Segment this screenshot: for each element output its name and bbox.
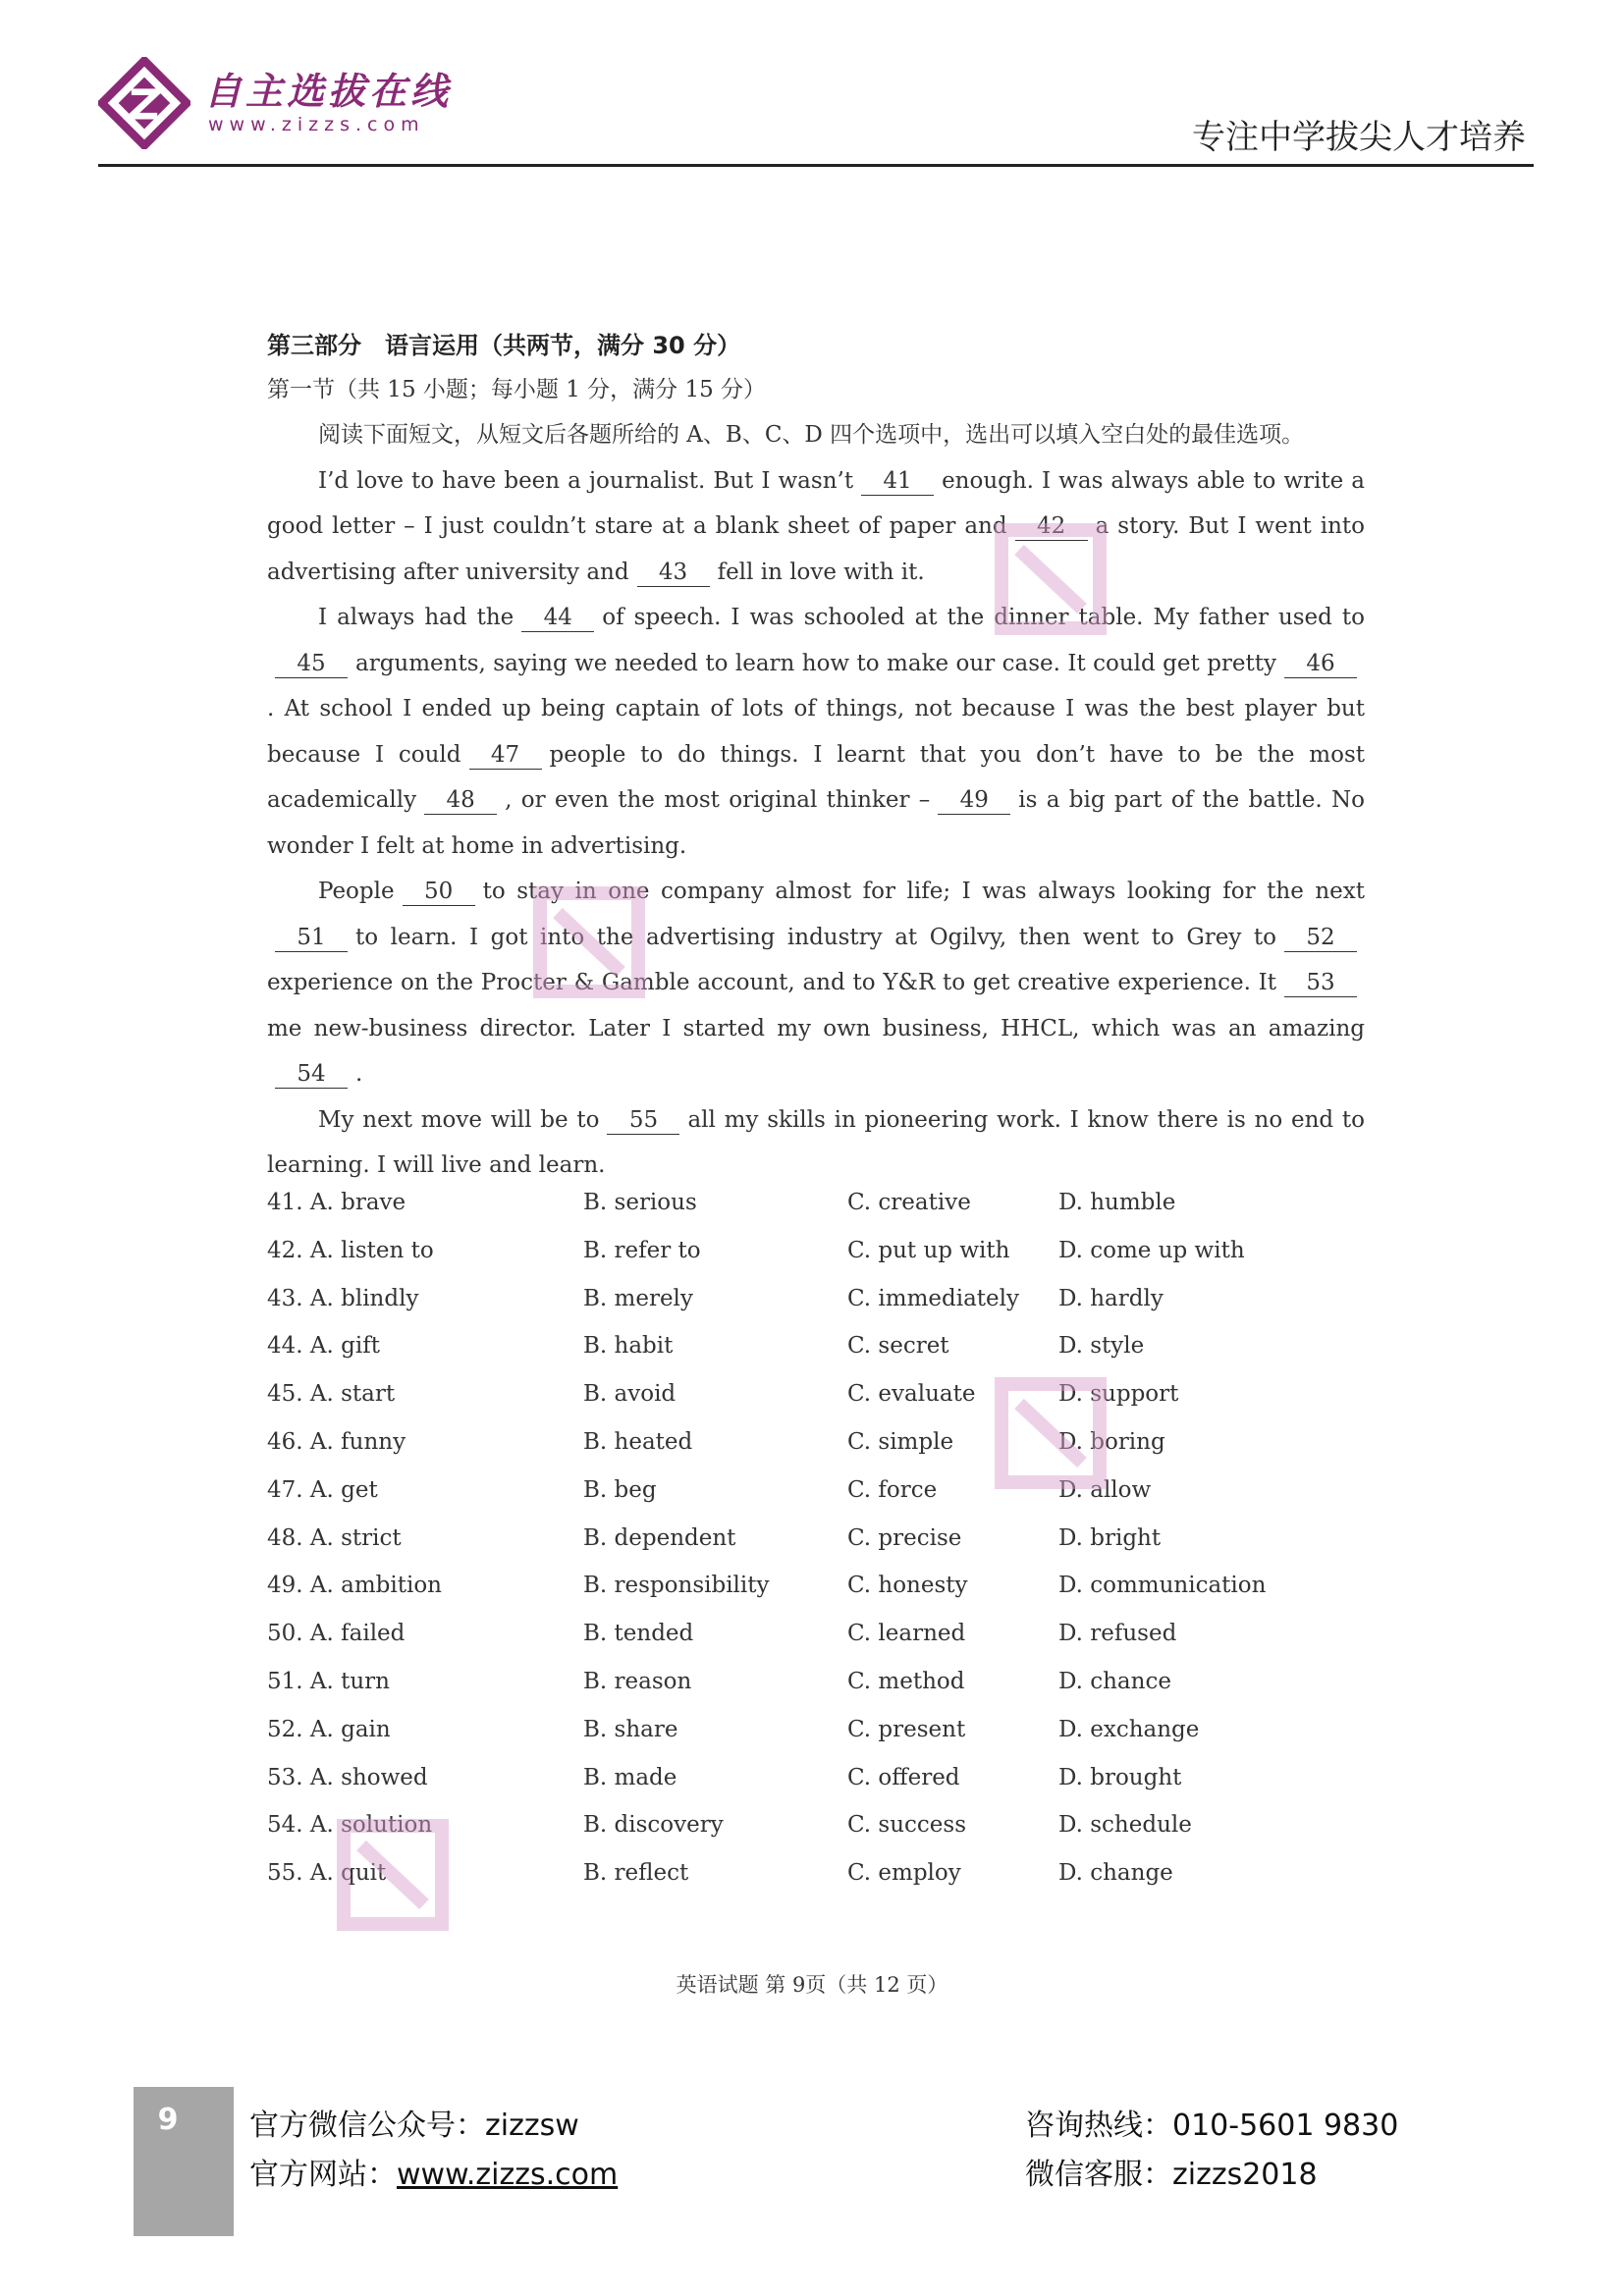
option-c: C. put up with <box>847 1237 1010 1263</box>
option-row-55 <box>267 1860 1377 1908</box>
blank-53: 53 <box>1284 969 1357 997</box>
option-b: B. reason <box>583 1668 692 1694</box>
passage-paragraph-3 <box>267 869 1365 1097</box>
option-d: D. refused <box>1058 1621 1177 1647</box>
text: arguments, saying we needed to learn how to make our case. It could get pretty <box>355 650 1276 676</box>
blank-49: 49 <box>938 786 1010 815</box>
option-c: C. evaluate <box>847 1381 976 1408</box>
option-a: 55. A. quit <box>267 1860 387 1887</box>
text: . At school I ended up being captain of lots of things, not because I was the best player but because I could <box>267 696 1365 768</box>
option-c: C. creative <box>847 1190 971 1215</box>
text: all my skills in pioneering work. I know there is no end to learning. I will live and learn. <box>267 1106 1365 1178</box>
logo-url: www.zizzs.com <box>208 114 425 135</box>
option-c: C. force <box>847 1476 938 1503</box>
option-b: B. merely <box>583 1285 693 1311</box>
option-a: 45. A. start <box>267 1381 396 1408</box>
footer-service: 微信客服：zizzs2018 <box>1025 2158 1318 2192</box>
option-a: 41. A. brave <box>267 1190 406 1215</box>
text: experience on the Procter & Gamble account, and to Y&R to get creative experience. It <box>267 970 1276 995</box>
blank-41: 41 <box>861 467 934 496</box>
option-row-44 <box>267 1333 1377 1381</box>
option-b: B. beg <box>583 1476 657 1503</box>
option-b: B. dependent <box>583 1524 736 1551</box>
option-a: 54. A. solution <box>267 1812 433 1839</box>
option-row-49 <box>267 1573 1377 1621</box>
text: people to do things. I learnt that you don’t have to be the most academically <box>267 741 1366 813</box>
option-row-54 <box>267 1812 1377 1860</box>
option-c: C. employ <box>847 1860 961 1887</box>
option-a: 42. A. listen to <box>267 1237 434 1263</box>
blank-43: 43 <box>637 559 710 587</box>
text: . <box>355 1061 363 1087</box>
option-a: 53. A. showed <box>267 1764 428 1790</box>
option-row-48 <box>267 1525 1377 1574</box>
blank-51: 51 <box>275 924 348 952</box>
option-b: B. tended <box>583 1621 694 1647</box>
option-c: C. method <box>847 1668 965 1694</box>
blank-42: 42 <box>1015 512 1088 541</box>
option-b: B. refer to <box>583 1237 701 1263</box>
blank-54: 54 <box>275 1060 348 1089</box>
option-a: 44. A. gift <box>267 1333 380 1360</box>
section-subtitle: 第一节（共 15 小题；每小题 1 分，满分 15 分） <box>267 377 767 402</box>
option-c: C. precise <box>847 1524 962 1551</box>
page-header <box>98 51 1534 167</box>
footer-wechat: 官方微信公众号：zizzsw <box>249 2109 579 2143</box>
footer-hotline: 咨询热线：010-5601 9830 <box>1025 2109 1399 2143</box>
text: a story. But I went into advertising after university and <box>267 513 1365 585</box>
option-row-52 <box>267 1717 1377 1765</box>
blank-47: 47 <box>469 741 542 770</box>
option-a: 50. A. failed <box>267 1621 406 1647</box>
option-b: B. share <box>583 1716 678 1742</box>
page-info: 英语试题 第 9页（共 12 页） <box>676 1973 948 1997</box>
option-row-51 <box>267 1669 1377 1717</box>
text: My next move will be to <box>318 1106 600 1133</box>
option-c: C. success <box>847 1812 966 1839</box>
footer-page-box <box>134 2087 234 2236</box>
logo-text: 自主选拔在线 <box>204 70 453 113</box>
option-a: 46. A. funny <box>267 1428 406 1455</box>
passage-paragraph-2 <box>267 595 1365 869</box>
blank-44: 44 <box>521 604 594 632</box>
options-list <box>267 1190 1377 1908</box>
text: is a big part of the battle. No wonder I felt at home in advertising. <box>267 787 1365 859</box>
blank-52: 52 <box>1284 924 1357 952</box>
option-d: D. schedule <box>1058 1812 1192 1839</box>
option-d: D. style <box>1058 1333 1145 1360</box>
option-row-53 <box>267 1765 1377 1813</box>
option-row-50 <box>267 1621 1377 1669</box>
blank-48: 48 <box>424 786 497 815</box>
option-a: 47. A. get <box>267 1476 378 1503</box>
text: of speech. I was schooled at the dinner table. My father used to <box>602 605 1365 630</box>
option-c: C. secret <box>847 1333 949 1360</box>
instruction: 阅读下面短文，从短文后各题所给的 A、B、C、D 四个选项中，选出可以填入空白处的最佳选项。 <box>318 422 1305 448</box>
option-c: C. learned <box>847 1621 966 1647</box>
option-row-45 <box>267 1381 1377 1429</box>
option-a: 43. A. blindly <box>267 1285 419 1311</box>
option-b: B. avoid <box>583 1381 677 1408</box>
option-b: B. heated <box>583 1428 693 1455</box>
option-a: 48. A. strict <box>267 1524 402 1551</box>
blank-55: 55 <box>607 1106 679 1135</box>
option-b: B. habit <box>583 1333 674 1360</box>
text: to stay in one company almost for life; I was always looking for the next <box>482 879 1365 904</box>
footer-page-number: 9 <box>157 2103 179 2137</box>
text: I always had the <box>318 605 514 630</box>
option-row-46 <box>267 1429 1377 1477</box>
option-c: C. simple <box>847 1428 954 1455</box>
option-a: 51. A. turn <box>267 1668 390 1694</box>
text: People <box>318 879 395 904</box>
option-c: C. immediately <box>847 1285 1019 1311</box>
blank-50: 50 <box>403 878 475 906</box>
text: fell in love with it. <box>717 559 925 585</box>
footer-site-link[interactable]: www.zizzs.com <box>397 2158 619 2192</box>
text: I’d love to have been a journalist. But I wasn’t <box>318 467 854 494</box>
text: to learn. I got into the advertising industry at Ogilvy, then went to Grey to <box>355 924 1276 950</box>
option-a: 52. A. gain <box>267 1716 391 1742</box>
option-b: B. discovery <box>583 1812 724 1839</box>
option-c: C. present <box>847 1716 966 1742</box>
option-b: B. reflect <box>583 1860 689 1887</box>
option-d: D. brought <box>1058 1764 1182 1790</box>
option-d: D. change <box>1058 1860 1173 1887</box>
logo-mark-icon <box>98 57 190 149</box>
option-row-47 <box>267 1477 1377 1525</box>
option-row-42 <box>267 1238 1377 1286</box>
blank-46: 46 <box>1284 650 1357 678</box>
option-d: D. boring <box>1058 1428 1165 1455</box>
option-d: D. support <box>1058 1381 1179 1408</box>
option-a: 49. A. ambition <box>267 1573 442 1599</box>
option-d: D. hardly <box>1058 1285 1164 1311</box>
text: me new-business director. Later I started my own business, HHCL, which was an amazing <box>267 1015 1365 1041</box>
option-b: B. made <box>583 1764 677 1790</box>
option-row-41 <box>267 1190 1377 1238</box>
option-row-43 <box>267 1286 1377 1334</box>
footer-site-label: 官方网站： <box>249 2158 397 2192</box>
option-d: D. communication <box>1058 1573 1267 1599</box>
passage-paragraph-1 <box>267 458 1365 596</box>
blank-45: 45 <box>275 650 348 678</box>
option-d: D. exchange <box>1058 1716 1200 1742</box>
passage-section <box>267 324 1365 1189</box>
passage-paragraph-4 <box>267 1097 1365 1189</box>
option-d: D. humble <box>1058 1190 1176 1215</box>
footer-site <box>249 2150 618 2193</box>
option-d: D. bright <box>1058 1524 1162 1551</box>
text: enough. I was always able to write a good letter – I just couldn’t stare at a blank sheet of paper and <box>267 467 1365 539</box>
option-d: D. allow <box>1058 1476 1152 1503</box>
option-c: C. offered <box>847 1764 960 1790</box>
section-title: 第三部分 语言运用（共两节，满分 30 分） <box>267 332 741 359</box>
header-slogan: 专注中学拔尖人才培养 <box>1192 118 1526 157</box>
option-b: B. serious <box>583 1190 697 1215</box>
text: , or even the most original thinker – <box>505 787 931 813</box>
option-b: B. responsibility <box>583 1573 770 1599</box>
option-d: D. come up with <box>1058 1237 1245 1263</box>
option-d: D. chance <box>1058 1668 1171 1694</box>
option-c: C. honesty <box>847 1573 968 1599</box>
